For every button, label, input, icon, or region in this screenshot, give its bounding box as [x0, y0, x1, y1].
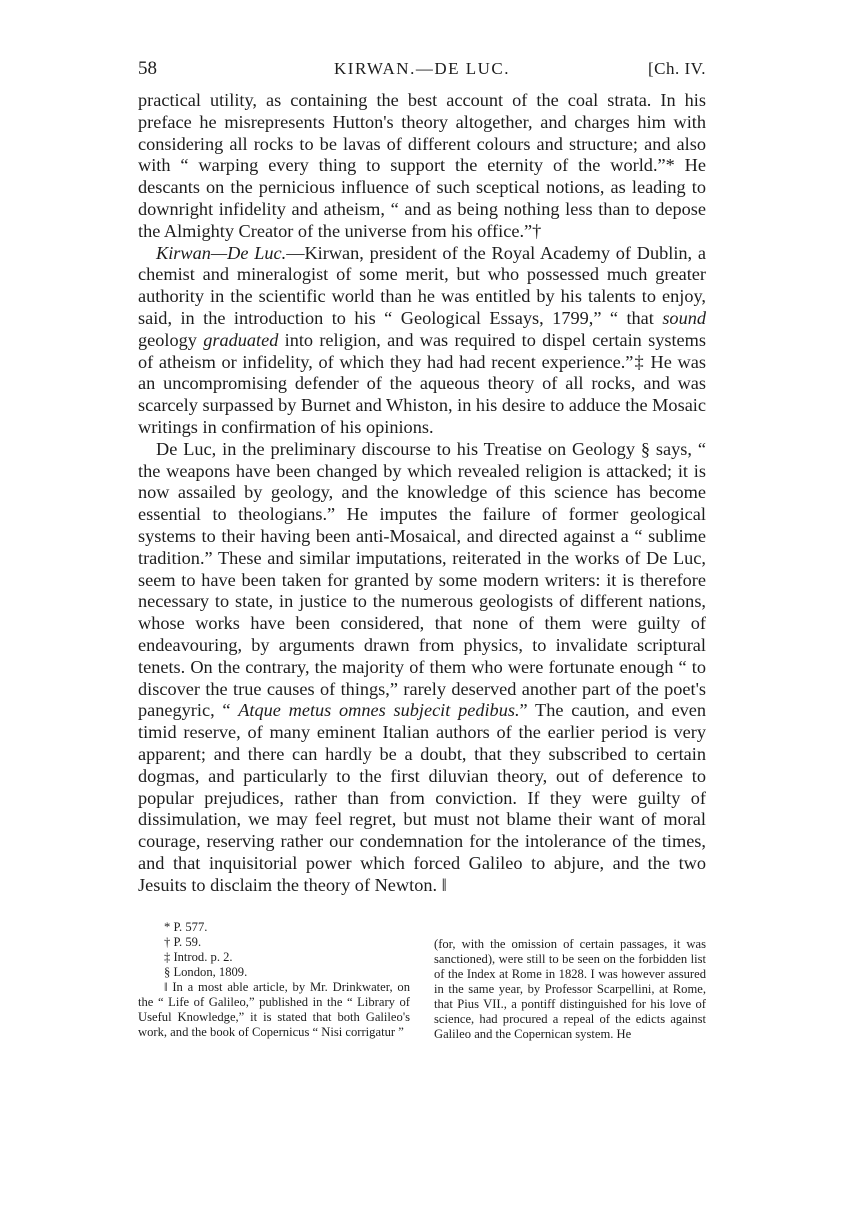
- emphasis-graduated: graduated: [203, 329, 279, 350]
- paragraph-kirwan-text-1: —Kirwan, president of the Royal Academy of Dublin, a chemist and mineralogist of some merit, but who possessed much greater authority in the scientific world than he was entitled by his talents to enjoy, said, in the introduction to his “ Geological Essays, 1799,” “ that: [138, 242, 706, 328]
- section-heading-kirwan-de-luc: Kirwan—De Luc.: [156, 242, 287, 263]
- footnotes-left-column: [138, 920, 410, 1042]
- paragraph-kirwan-text-2: geology: [138, 329, 204, 350]
- paragraph-de-luc-text-2: ” The caution, and even timid reserve, of many eminent Italian authors of the earlier period is very apparent; and there can hardly be a doubt, that they subscribed to certain dogmas, and particularly to the first diluvian theory, out of deference to popular prejudices, rather than from conviction. If they were guilty of dissimulation, we may feel regret, but must not blame their want of moral courage, reserving rather our condemnation for the intolerance of the times, and that inquisitorial power which forced Galileo to abjure, and the two Jesuits to disclaim the theory of Newton. ‖: [138, 700, 706, 895]
- page-header: [138, 58, 706, 88]
- footnote-2: † P. 59.: [164, 935, 202, 950]
- footnotes: [138, 920, 706, 1042]
- footnotes-right-column: [434, 920, 706, 1042]
- chapter-label: [Ch. IV.: [648, 59, 706, 78]
- main-text: [138, 90, 706, 896]
- page-number: 58: [138, 58, 157, 79]
- footnote-5-continued: (for, with the omission of certain passages, it was sanctioned), were still to be seen on the forbidden list of the Index at Rome in 1828. I was however assured in the same year, by Professor Scarpellini, at Rome, that Pius VII., a pontiff distinguished for his love of science, had procured a repeal of the edicts against Galileo and the Copernican system. He: [434, 937, 706, 1042]
- latin-quotation: Atque metus omnes subjecit pedibus.: [238, 700, 520, 721]
- footnote-1: * P. 577.: [164, 920, 208, 935]
- paragraph-de-luc-text-1: De Luc, in the preliminary discourse to his Treatise on Geology § says, “ the weapons have been changed by which revealed religion is attacked; it is now assailed by geology, and the knowledge of this science has become essential to theologians.” He imputes the failure of former geological systems to their having been anti-Mosaical, and directed against a “ sublime tradition.” These and similar imputations, reiterated in the works of De Luc, seem to have been taken for granted by some modern writers: it is therefore necessary to state, in justice to the numerous geologists of different nations, whose works have been considered, that none of them were guilty of endeavouring, by arguments drawn from physics, to invalidate scriptural tenets. On the contrary, the majority of them who were fortunate enough “ to discover the true causes of things,” rarely deserved another part of the poet's panegyric, “: [138, 438, 706, 721]
- paragraph-kirwan-text-3: into religion, and was required to dispel certain systems of atheism or infidelity, of which they had had recent experience.”‡ He was an uncompromising defender of the aqueous theory of all rocks, and was scarcely surpassed by Burnet and Whiston, in his desire to adduce the Mosaic writings in confirmation of his opinions.: [138, 329, 707, 437]
- book-page: [138, 58, 706, 1042]
- footnote-3: ‡ Introd. p. 2.: [164, 950, 233, 965]
- footnote-4: § London, 1809.: [164, 965, 248, 980]
- paragraph-hutton: practical utility, as containing the best account of the coal strata. In his preface he misrepresents Hutton's theory altogether, and charges him with considering all rocks to be lavas of different colours and structure; and also with “ warping every thing to support the eternity of the world.”* He descants on the pernicious influence of such sceptical notions, as leading to downright infidelity and atheism, “ and as being nothing less than to depose the Almighty Creator of the universe from his office.”†: [138, 90, 706, 241]
- paragraph-de-luc: [138, 439, 706, 897]
- footnote-5: ‖ In a most able article, by Mr. Drinkwater, on the “ Life of Galileo,” published in the “ Library of Useful Knowledge,” it is stated that both Galileo's work, and the book of Copernicus “ Nisi corrigatur ”: [138, 980, 410, 1040]
- running-title: KIRWAN.—DE LUC.: [334, 59, 510, 78]
- paragraph-kirwan: [138, 243, 706, 439]
- emphasis-sound: sound: [662, 307, 706, 328]
